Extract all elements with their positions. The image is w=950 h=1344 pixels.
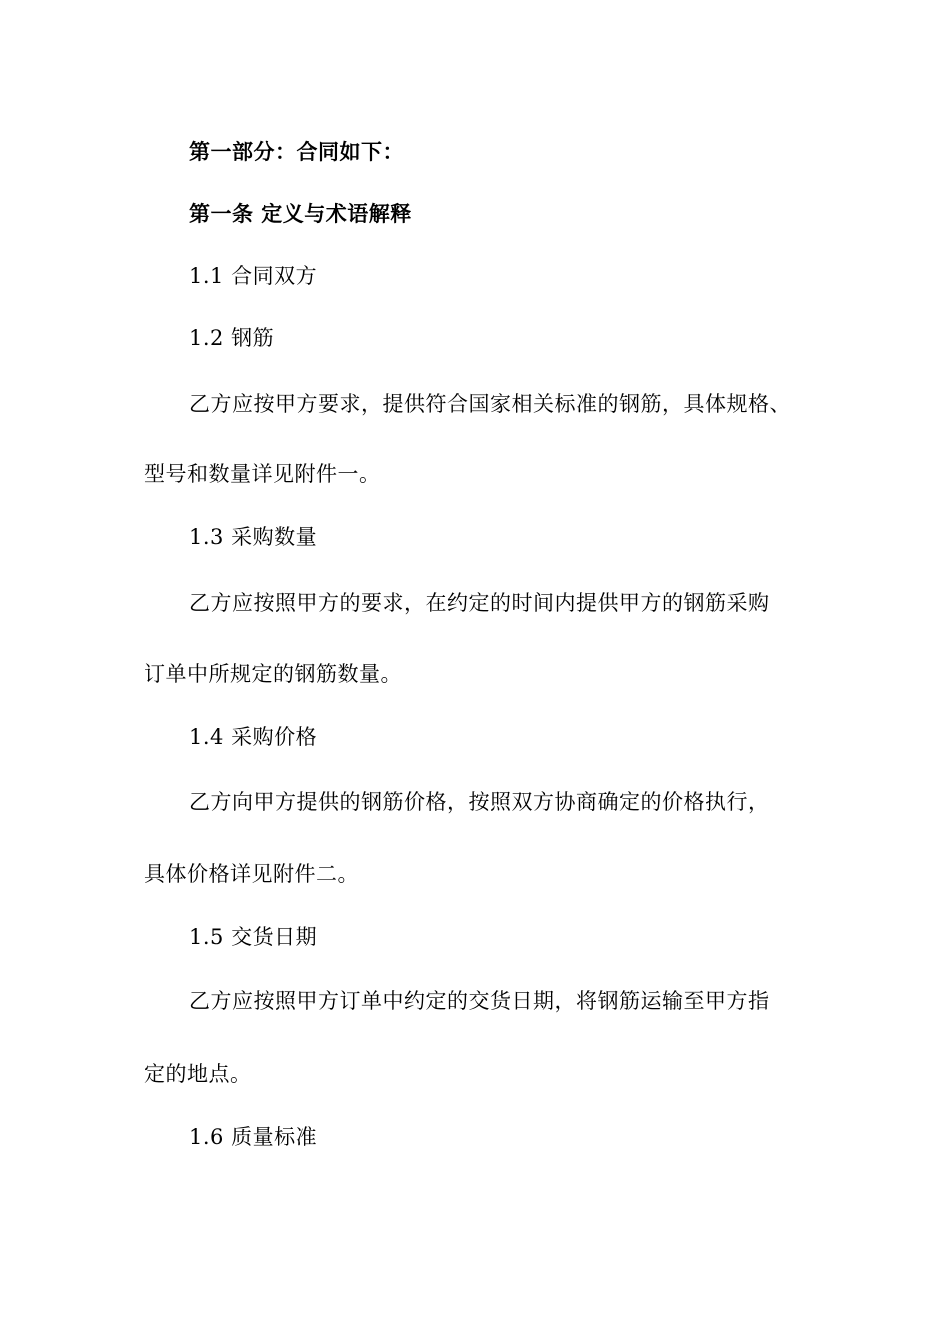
section-body-1-4-line1: 乙方向甲方提供的钢筋价格，按照双方协商确定的价格执行， <box>189 790 770 814</box>
section-heading-1-1: 1.1 合同双方 <box>189 264 318 288</box>
section-body-1-3-line2: 订单中所规定的钢筋数量。 <box>144 662 402 686</box>
section-heading-1-4: 1.4 采购价格 <box>189 725 318 749</box>
section-heading-1-6: 1.6 质量标准 <box>189 1125 318 1149</box>
section-body-1-2-line2: 型号和数量详见附件一。 <box>144 462 381 486</box>
section-body-1-5-line1: 乙方应按照甲方订单中约定的交货日期，将钢筋运输至甲方指 <box>189 989 770 1013</box>
section-body-1-5-line2: 定的地点。 <box>144 1062 252 1086</box>
article-heading: 第一条 定义与术语解释 <box>189 202 412 226</box>
section-body-1-3-line1: 乙方应按照甲方的要求，在约定的时间内提供甲方的钢筋采购 <box>189 591 770 615</box>
section-heading-1-5: 1.5 交货日期 <box>189 925 318 949</box>
section-heading-1-3: 1.3 采购数量 <box>189 525 318 549</box>
section-body-1-4-line2: 具体价格详见附件二。 <box>144 862 359 886</box>
part-heading: 第一部分：合同如下： <box>189 140 404 164</box>
section-heading-1-2: 1.2 钢筋 <box>189 326 275 350</box>
section-body-1-2-line1: 乙方应按甲方要求，提供符合国家相关标准的钢筋，具体规格、 <box>189 392 791 416</box>
